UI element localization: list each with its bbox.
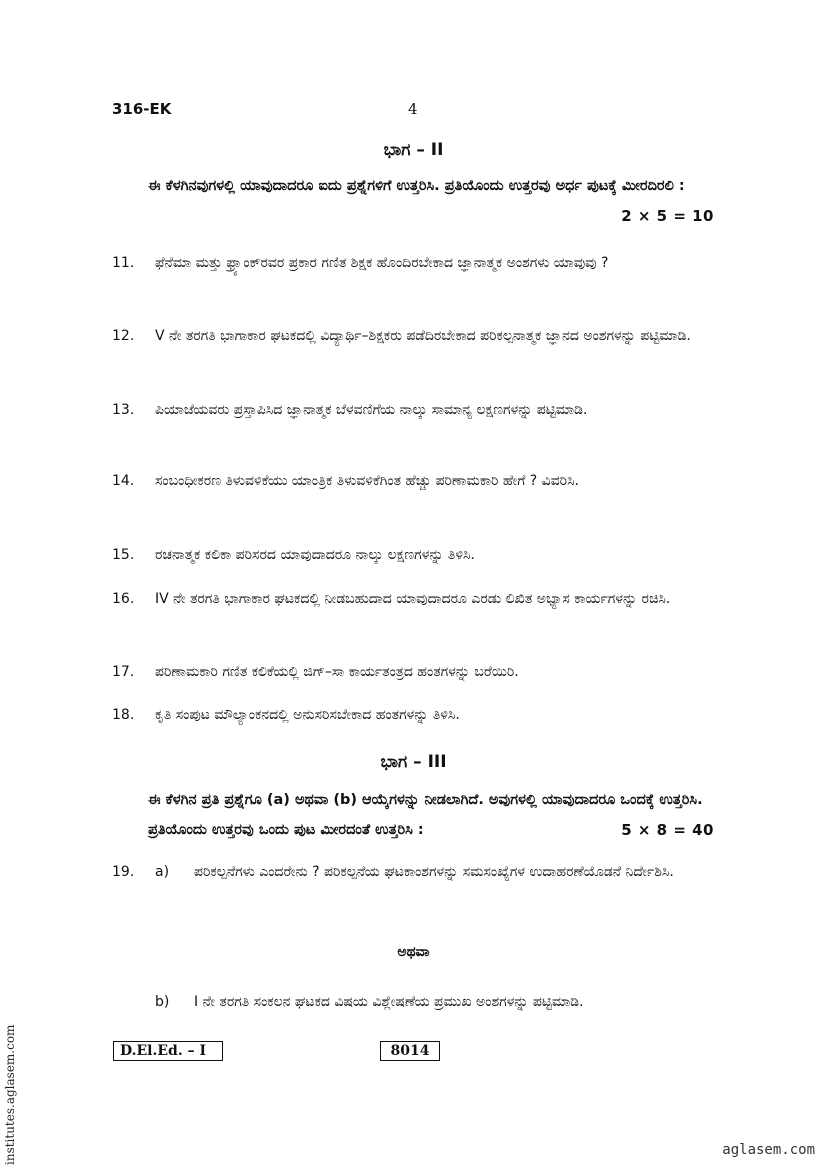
part-2-instruction-text: ಈ ಕೆಳಗಿನವುಗಳಲ್ಲಿ ಯಾವುದಾದರೂ ಐದು ಪ್ರಶ್ನೆಗಳಿಗೆ ಉತ್ತರಿಸಿ. ಪ್ರತಿಯೊಂದು ಉತ್ತರವು ಅರ್ಧ ಪುಟಕ್ಕೆ ಮೀರದಿರಲಿ : bbox=[148, 178, 685, 194]
part-2-title: ಭಾಗ – II bbox=[383, 140, 444, 160]
question-number: 17. bbox=[112, 664, 135, 680]
question-16 bbox=[112, 584, 718, 614]
question-number: 18. bbox=[112, 707, 135, 723]
part-3-marks: 5 × 8 = 40 bbox=[621, 821, 714, 839]
question-19b bbox=[112, 987, 718, 1017]
question-text: ಫೆನೆಮಾ ಮತ್ತು ಫ್ರ್ಯಾಂಕ್‌ರವರ ಪ್ರಕಾರ ಗಣಿತ ಶಿಕ್ಷಕ ಹೊಂದಿರಬೇಕಾದ ಜ್ಞಾನಾತ್ಮಕ ಅಂಶಗಳು ಯಾವುವು ? bbox=[155, 255, 609, 271]
side-watermark: institutes.aglasem.com bbox=[3, 1024, 17, 1165]
paper-code-box: 8014 bbox=[380, 1041, 440, 1061]
question-text: ರಚನಾತ್ಮಕ ಕಲಿಕಾ ಪರಿಸರದ ಯಾವುದಾದರೂ ನಾಲ್ಕು ಲಕ್ಷಣಗಳನ್ನು ತಿಳಿಸಿ. bbox=[155, 547, 475, 563]
question-number: 12. bbox=[112, 328, 135, 344]
question-14 bbox=[112, 466, 718, 496]
part-3-instruction-text: ಈ ಕೆಳಗಿನ ಪ್ರತಿ ಪ್ರಶ್ನೆಗೂ (a) ಅಥವಾ (b) ಆಯ್ಕೆಗಳನ್ನು ನೀಡಲಾಗಿದೆ. ಅವುಗಳಲ್ಲಿ ಯಾವುದಾದರೂ ಒಂದಕ್ಕೆ ಉತ್ತರಿಸಿ. ಪ್ರತಿಯೊಂದು ಉತ್ತರವು ಒಂದು ಪುಟ ಮೀರದಂತೆ ಉತ್ತರಿಸಿ : bbox=[148, 792, 703, 838]
question-11 bbox=[112, 248, 718, 278]
question-text: V ನೇ ತರಗತಿ ಭಾಗಾಕಾರ ಘಟಕದಲ್ಲಿ ವಿದ್ಯಾರ್ಥಿ–ಶಿಕ್ಷಕರು ಪಡೆದಿರಬೇಕಾದ ಪರಿಕಲ್ಪನಾತ್ಮಕ ಜ್ಞಾನದ ಅಂಶಗಳನ್ನು ಪಟ್ಟಿಮಾಡಿ. bbox=[155, 328, 691, 344]
option-a-text: ಪರಿಕಲ್ಪನೆಗಳು ಎಂದರೇನು ? ಪರಿಕಲ್ಪನೆಯ ಘಟಕಾಂಶಗಳನ್ನು ಸಮಸಂಖ್ಯೆಗಳ ಉದಾಹರಣೆಯೊಡನೆ ನಿರ್ದೇಶಿಸಿ. bbox=[194, 864, 674, 880]
paper-code: 316-EK bbox=[112, 100, 172, 118]
question-number: 11. bbox=[112, 255, 135, 271]
question-12 bbox=[112, 321, 718, 351]
question-text: ಪರಿಣಾಮಕಾರಿ ಗಣಿತ ಕಲಿಕೆಯಲ್ಲಿ ಜಿಗ್–ಸಾ ಕಾರ್ಯತಂತ್ರದ ಹಂತಗಳನ್ನು ಬರೆಯಿರಿ. bbox=[155, 664, 519, 680]
or-divider: ಅಥವಾ bbox=[397, 944, 430, 960]
option-b-label: b) bbox=[155, 994, 170, 1010]
question-number: 15. bbox=[112, 547, 135, 563]
question-13 bbox=[112, 395, 718, 425]
part-3-instruction bbox=[148, 785, 714, 845]
option-a-label: a) bbox=[155, 864, 170, 880]
part-3-title: ಭಾಗ – III bbox=[380, 752, 447, 772]
option-b-text: I ನೇ ತರಗತಿ ಸಂಕಲನ ಘಟಕದ ವಿಷಯ ವಿಶ್ಲೇಷಣೆಯ ಪ್ರಮುಖ ಅಂಶಗಳನ್ನು ಪಟ್ಟಿಮಾಡಿ. bbox=[194, 994, 584, 1010]
question-number: 14. bbox=[112, 473, 135, 489]
question-19a bbox=[112, 857, 718, 887]
page-number: 4 bbox=[408, 100, 418, 118]
question-text: ಸಂಬಂಧೀಕರಣ ತಿಳುವಳಿಕೆಯು ಯಾಂತ್ರಿಕ ತಿಳುವಳಿಕೆಗಿಂತ ಹೆಚ್ಚು ಪರಿಣಾಮಕಾರಿ ಹೇಗೆ ? ವಿವರಿಸಿ. bbox=[155, 473, 579, 489]
question-text: IV ನೇ ತರಗತಿ ಭಾಗಾಕಾರ ಘಟಕದಲ್ಲಿ ನೀಡಬಹುದಾದ ಯಾವುದಾದರೂ ಎರಡು ಲಿಖಿತ ಅಭ್ಯಾಸ ಕಾರ್ಯಗಳನ್ನು ರಚಿಸಿ. bbox=[155, 591, 671, 607]
question-number: 16. bbox=[112, 591, 135, 607]
question-15 bbox=[112, 540, 718, 570]
corner-watermark: aglasem.com bbox=[722, 1142, 815, 1158]
part-2-instruction bbox=[148, 171, 714, 231]
question-number: 19. bbox=[112, 864, 135, 880]
question-text: ಪಿಯಾಜೆಯವರು ಪ್ರಸ್ತಾಪಿಸಿದ ಜ್ಞಾನಾತ್ಮಕ ಬೆಳವಣಿಗೆಯ ನಾಲ್ಕು ಸಾಮಾನ್ಯ ಲಕ್ಷಣಗಳನ್ನು ಪಟ್ಟಿಮಾಡಿ. bbox=[155, 402, 588, 418]
part-2-marks: 2 × 5 = 10 bbox=[621, 207, 714, 225]
course-label: D.El.Ed. – I bbox=[113, 1041, 223, 1061]
question-18 bbox=[112, 700, 718, 730]
question-text: ಕೃತಿ ಸಂಪುಟ ಮೌಲ್ಯಾಂಕನದಲ್ಲಿ ಅನುಸರಿಸಬೇಕಾದ ಹಂತಗಳನ್ನು ತಿಳಿಸಿ. bbox=[155, 707, 460, 723]
question-17 bbox=[112, 657, 718, 687]
question-number: 13. bbox=[112, 402, 135, 418]
